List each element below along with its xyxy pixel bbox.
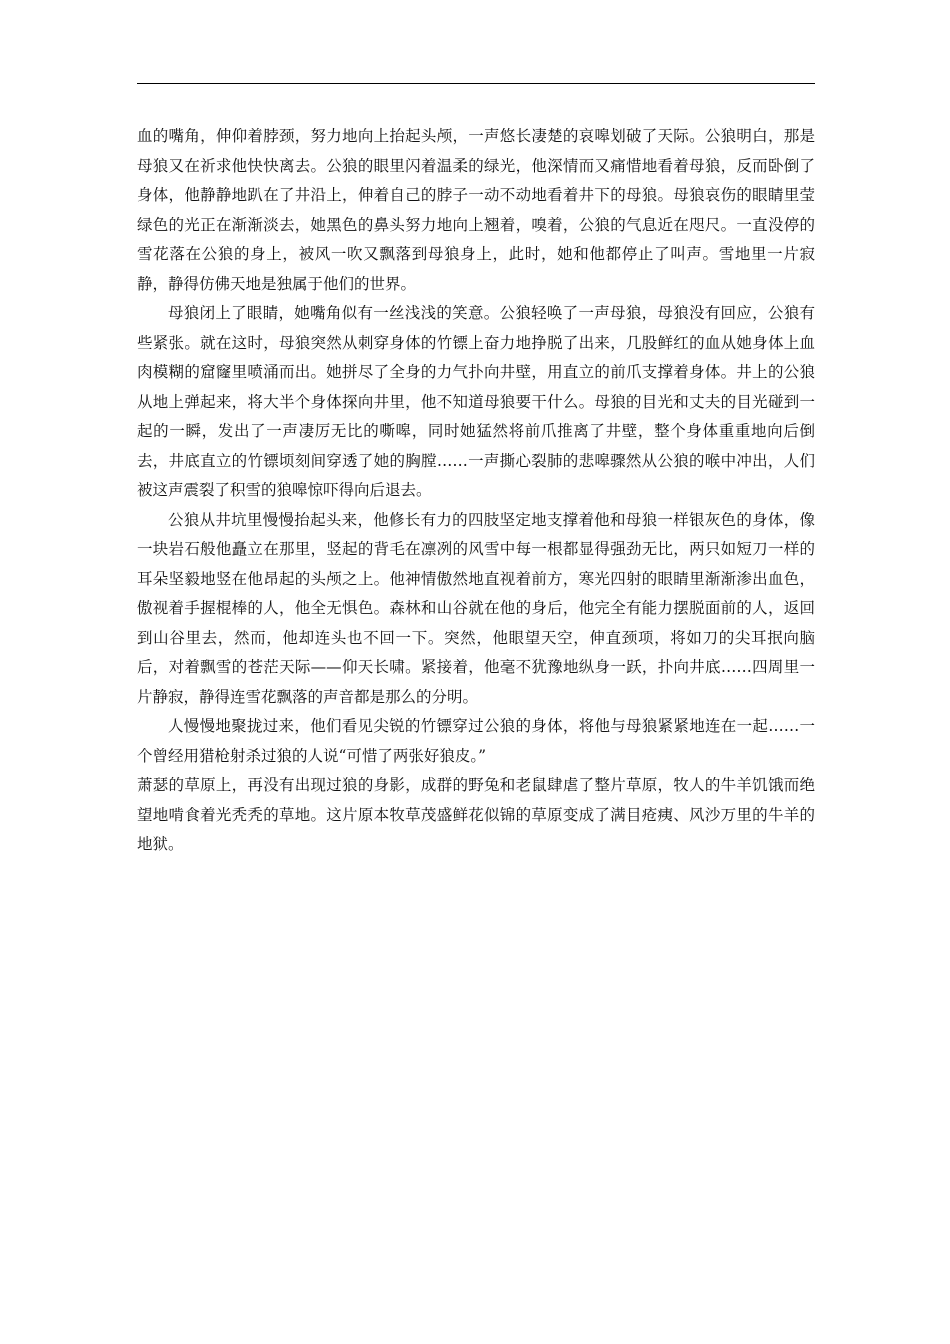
- paragraph-1: 血的嘴角，伸仰着脖颈，努力地向上抬起头颅，一声悠长凄楚的哀嗥划破了天际。公狼明白，那是母狼又在祈求他快快离去。公狼的眼里闪着温柔的绿光，他深情而又痛惜地看着母狼，反而卧倒了身体，他静静地趴在了井沿上，伸着自己的脖子一动不动地看着井下的母狼。母狼哀伤的眼睛里莹绿色的光正在渐渐淡去，她黑色的鼻头努力地向上翘着，嗅着，公狼的气息近在咫尺。一直没停的雪花落在公狼的身上，被风一吹又飘落到母狼身上，此时，她和他都停止了叫声。雪地里一片寂静，静得仿佛天地是独属于他们的世界。: [137, 127, 815, 293]
- header-rule: [137, 83, 815, 84]
- paragraph-5: 萧瑟的草原上，再没有出现过狼的身影，成群的野兔和老鼠肆虐了整片草原，牧人的牛羊饥饿而绝望地啃食着光秃秃的草地。这片原本牧草茂盛鲜花似锦的草原变成了满目疮痍、风沙万里的牛羊的地狱。: [137, 776, 815, 853]
- document-body: [137, 122, 815, 860]
- paragraph-2: 母狼闭上了眼睛，她嘴角似有一丝浅浅的笑意。公狼轻唤了一声母狼，母狼没有回应，公狼有些紧张。就在这时，母狼突然从刺穿身体的竹镖上奋力地挣脱了出来，几股鲜红的血从她身体上血肉模糊的窟窿里喷涌而出。她拼尽了全身的力气扑向井壁，用直立的前爪支撑着身体。井上的公狼从地上弹起来，将大半个身体探向井里，他不知道母狼要干什么。母狼的目光和丈夫的目光碰到一起的一瞬，发出了一声凄厉无比的嘶嗥，同时她猛然将前爪推离了井壁，整个身体重重地向后倒去，井底直立的竹镖顷刻间穿透了她的胸膛……一声撕心裂肺的悲嗥骤然从公狼的喉中冲出，人们被这声震裂了积雪的狼嗥惊吓得向后退去。: [137, 304, 815, 499]
- paragraph-4: 人慢慢地聚拢过来，他们看见尖锐的竹镖穿过公狼的身体，将他与母狼紧紧地连在一起……一个曾经用猎枪射杀过狼的人说“可惜了两张好狼皮。”: [137, 717, 815, 765]
- paragraph-3: 公狼从井坑里慢慢抬起头来，他修长有力的四肢坚定地支撑着他和母狼一样银灰色的身体，像一块岩石般他矗立在那里，竖起的背毛在凛冽的风雪中每一根都显得强劲无比，两只如短刀一样的耳朵坚毅地竖在他昂起的头颅之上。他神情傲然地直视着前方，寒光四射的眼睛里渐渐渗出血色，傲视着手握棍棒的人，他全无惧色。森林和山谷就在他的身后，他完全有能力摆脱面前的人，返回到山谷里去，然而，他却连头也不回一下。突然，他眼望天空，伸直颈项，将如刀的尖耳抿向脑后，对着飘雪的苍茫天际——仰天长啸。紧接着，他毫不犹豫地纵身一跃，扑向井底……四周里一片静寂，静得连雪花飘落的声音都是那么的分明。: [137, 510, 815, 706]
